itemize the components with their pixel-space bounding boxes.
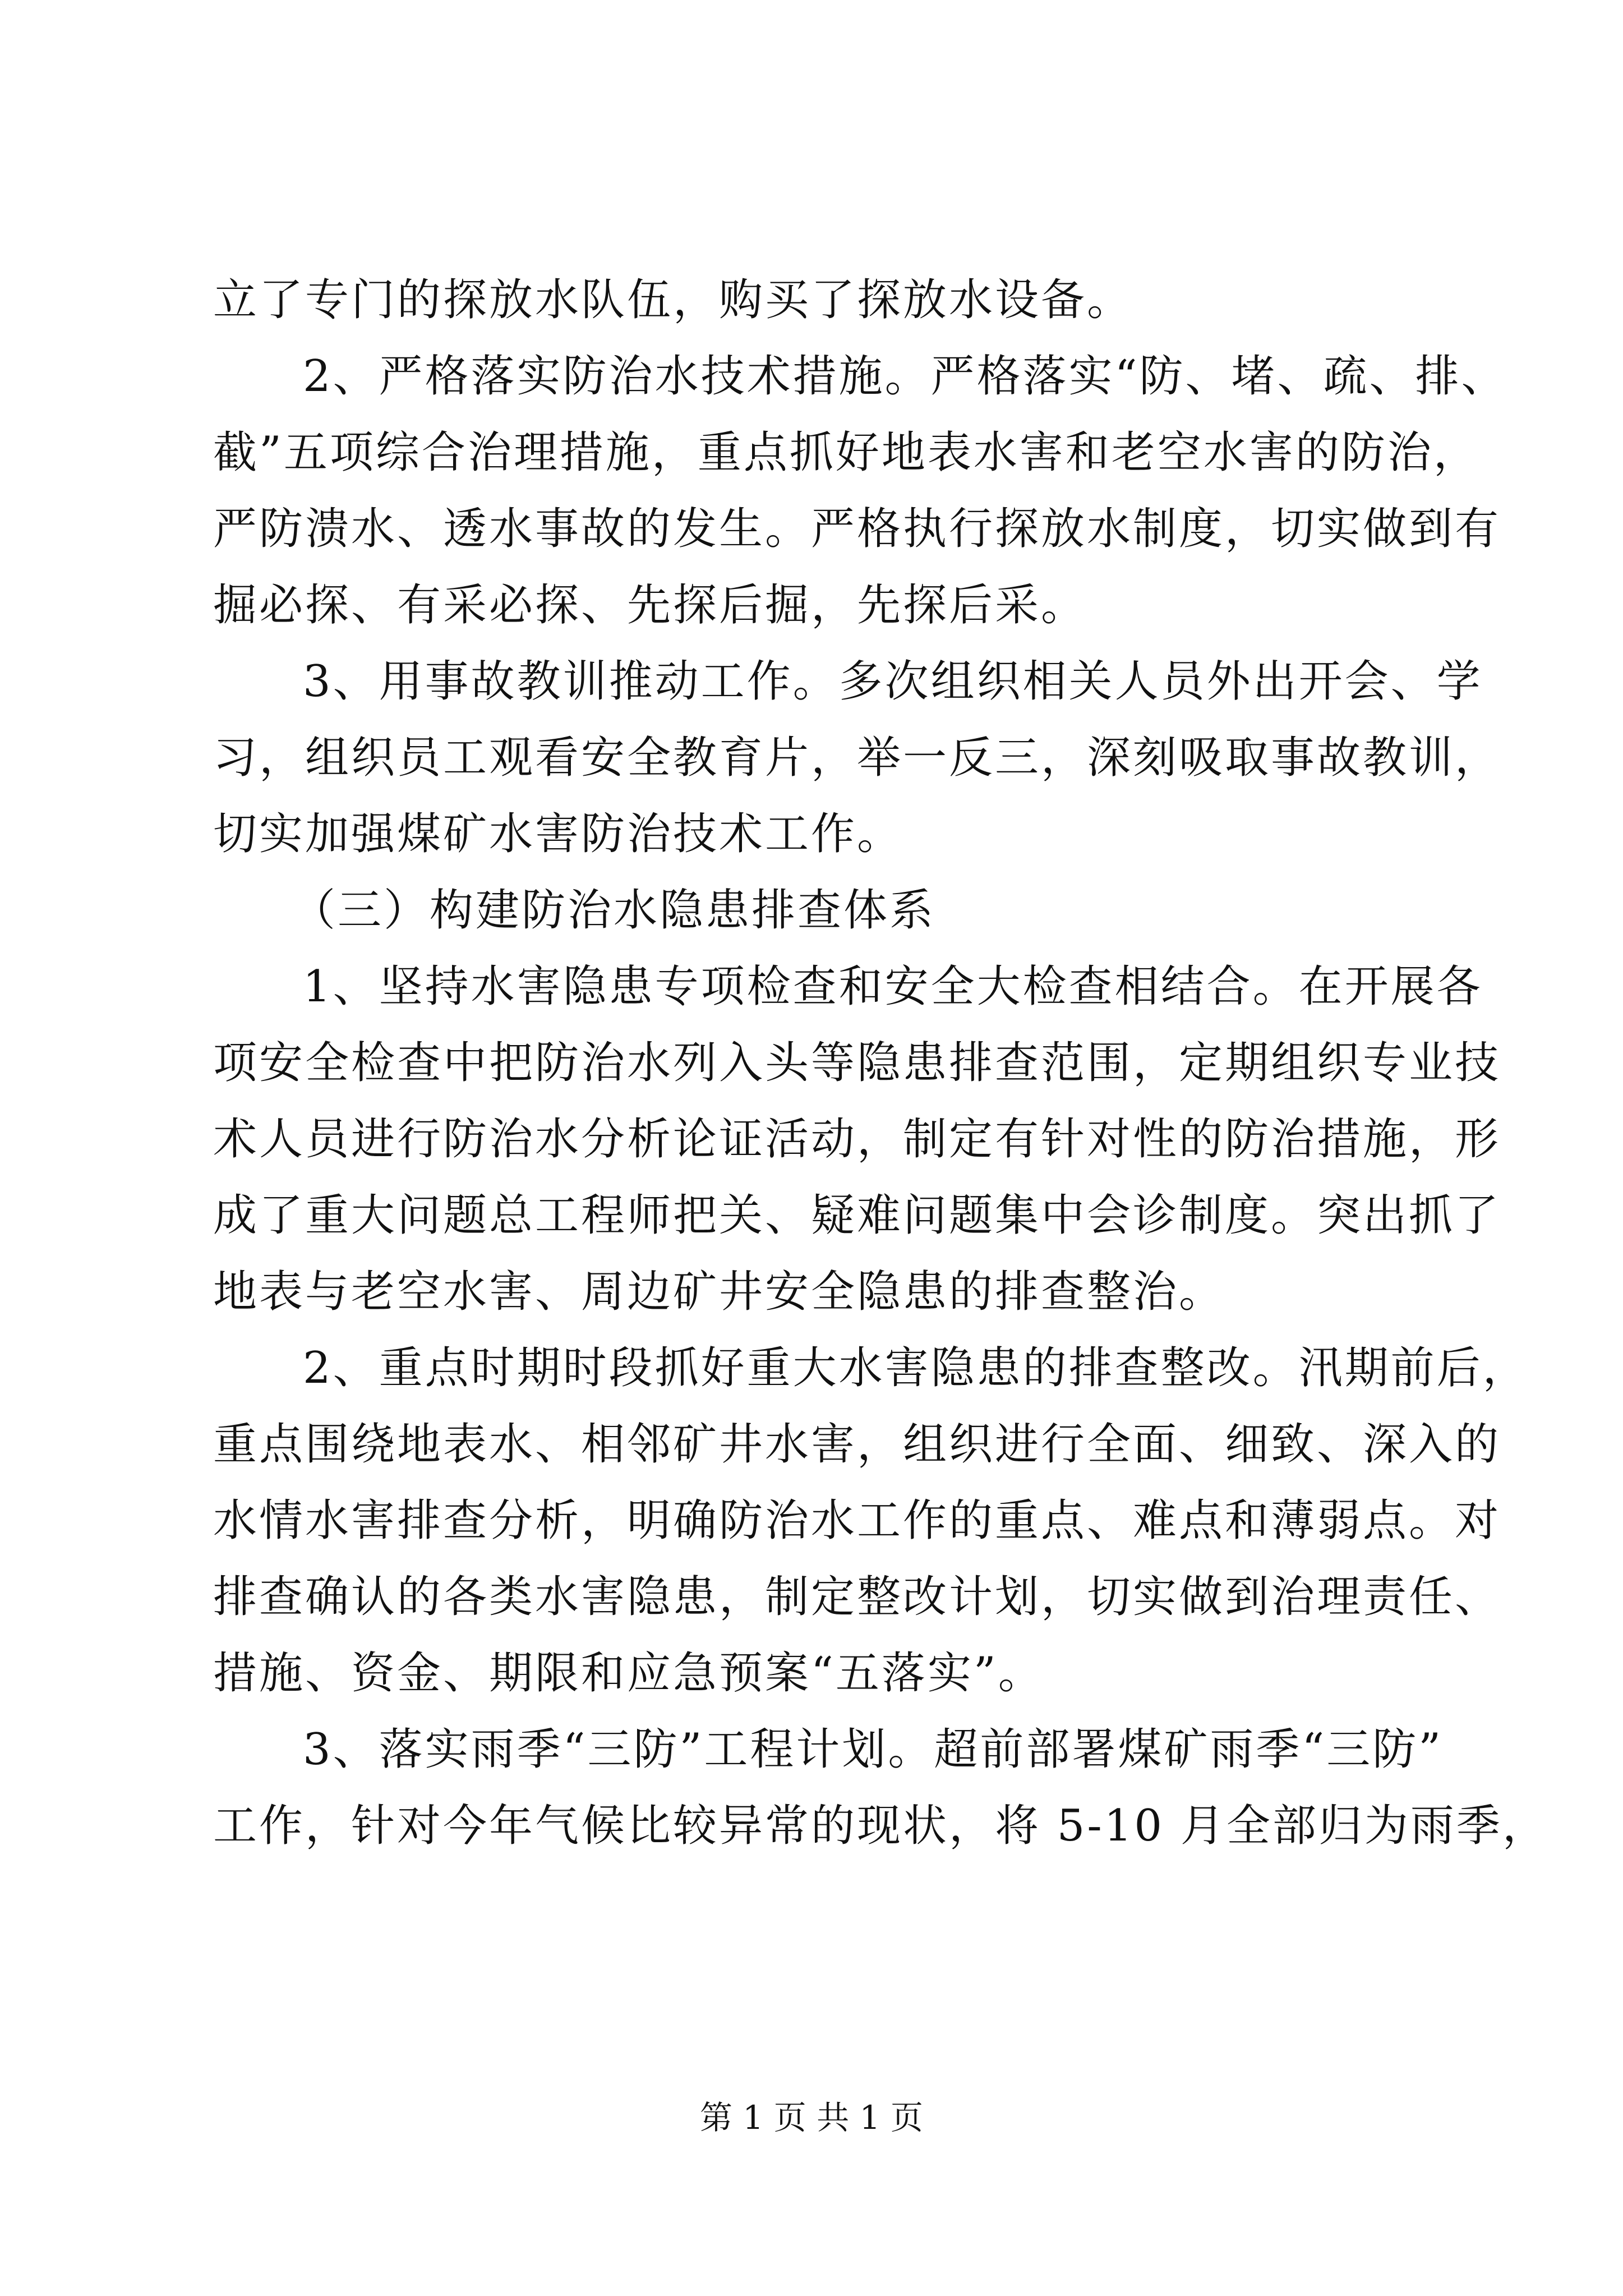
text-line: 习，组织员工观看安全教育片，举一反三，深刻吸取事故教训， <box>213 733 1501 783</box>
text-line: 掘必探、有采必探、先探后掘，先探后采。 <box>213 580 1087 631</box>
text-line: 术人员进行防治水分析论证活动，制定有针对性的防治措施，形 <box>213 1114 1501 1165</box>
text-line: 截”五项综合治理措施，重点抓好地表水害和老空水害的防治， <box>213 427 1479 478</box>
text-line: 严防溃水、透水事故的发生。严格执行探放水制度，切实做到有 <box>213 504 1501 554</box>
text-line: 工作，针对今年气候比较异常的现状，将 5-10 月全部归为雨季， <box>213 1801 1548 1851</box>
text-line: 排查确认的各类水害隐患，制定整改计划，切实做到治理责任、 <box>213 1572 1501 1622</box>
text-line: 3、用事故教训推动工作。多次组织相关人员外出开会、学 <box>303 656 1483 707</box>
text-line: 3、落实雨季“三防”工程计划。超前部署煤矿雨季“三防” <box>303 1724 1444 1775</box>
text-line: 1、坚持水害隐患专项检查和安全大检查相结合。在开展各 <box>303 961 1483 1012</box>
text-line: 立了专门的探放水队伍，购买了探放水设备。 <box>213 275 1133 325</box>
page-footer: 第 1 页 共 1 页 <box>700 2099 923 2137</box>
section-heading: （三）构建防治水隐患排查体系 <box>292 885 936 936</box>
text-line: 措施、资金、期限和应急预案“五落实”。 <box>213 1648 1044 1699</box>
text-line: 2、重点时期时段抓好重大水害隐患的排查整改。汛期前后， <box>303 1343 1529 1393</box>
text-line: 切实加强煤矿水害防治技术工作。 <box>213 809 903 859</box>
text-line: 地表与老空水害、周边矿井安全隐患的排查整治。 <box>213 1267 1225 1317</box>
text-line: 成了重大问题总工程师把关、疑难问题集中会诊制度。突出抓了 <box>213 1190 1501 1241</box>
text-line: 2、严格落实防治水技术措施。严格落实“防、堵、疏、排、 <box>303 351 1507 402</box>
text-line: 重点围绕地表水、相邻矿井水害，组织进行全面、细致、深入的 <box>213 1419 1501 1470</box>
text-line: 水情水害排查分析，明确防治水工作的重点、难点和薄弱点。对 <box>213 1496 1501 1546</box>
text-line: 项安全检查中把防治水列入头等隐患排查范围，定期组织专业技 <box>213 1038 1501 1088</box>
